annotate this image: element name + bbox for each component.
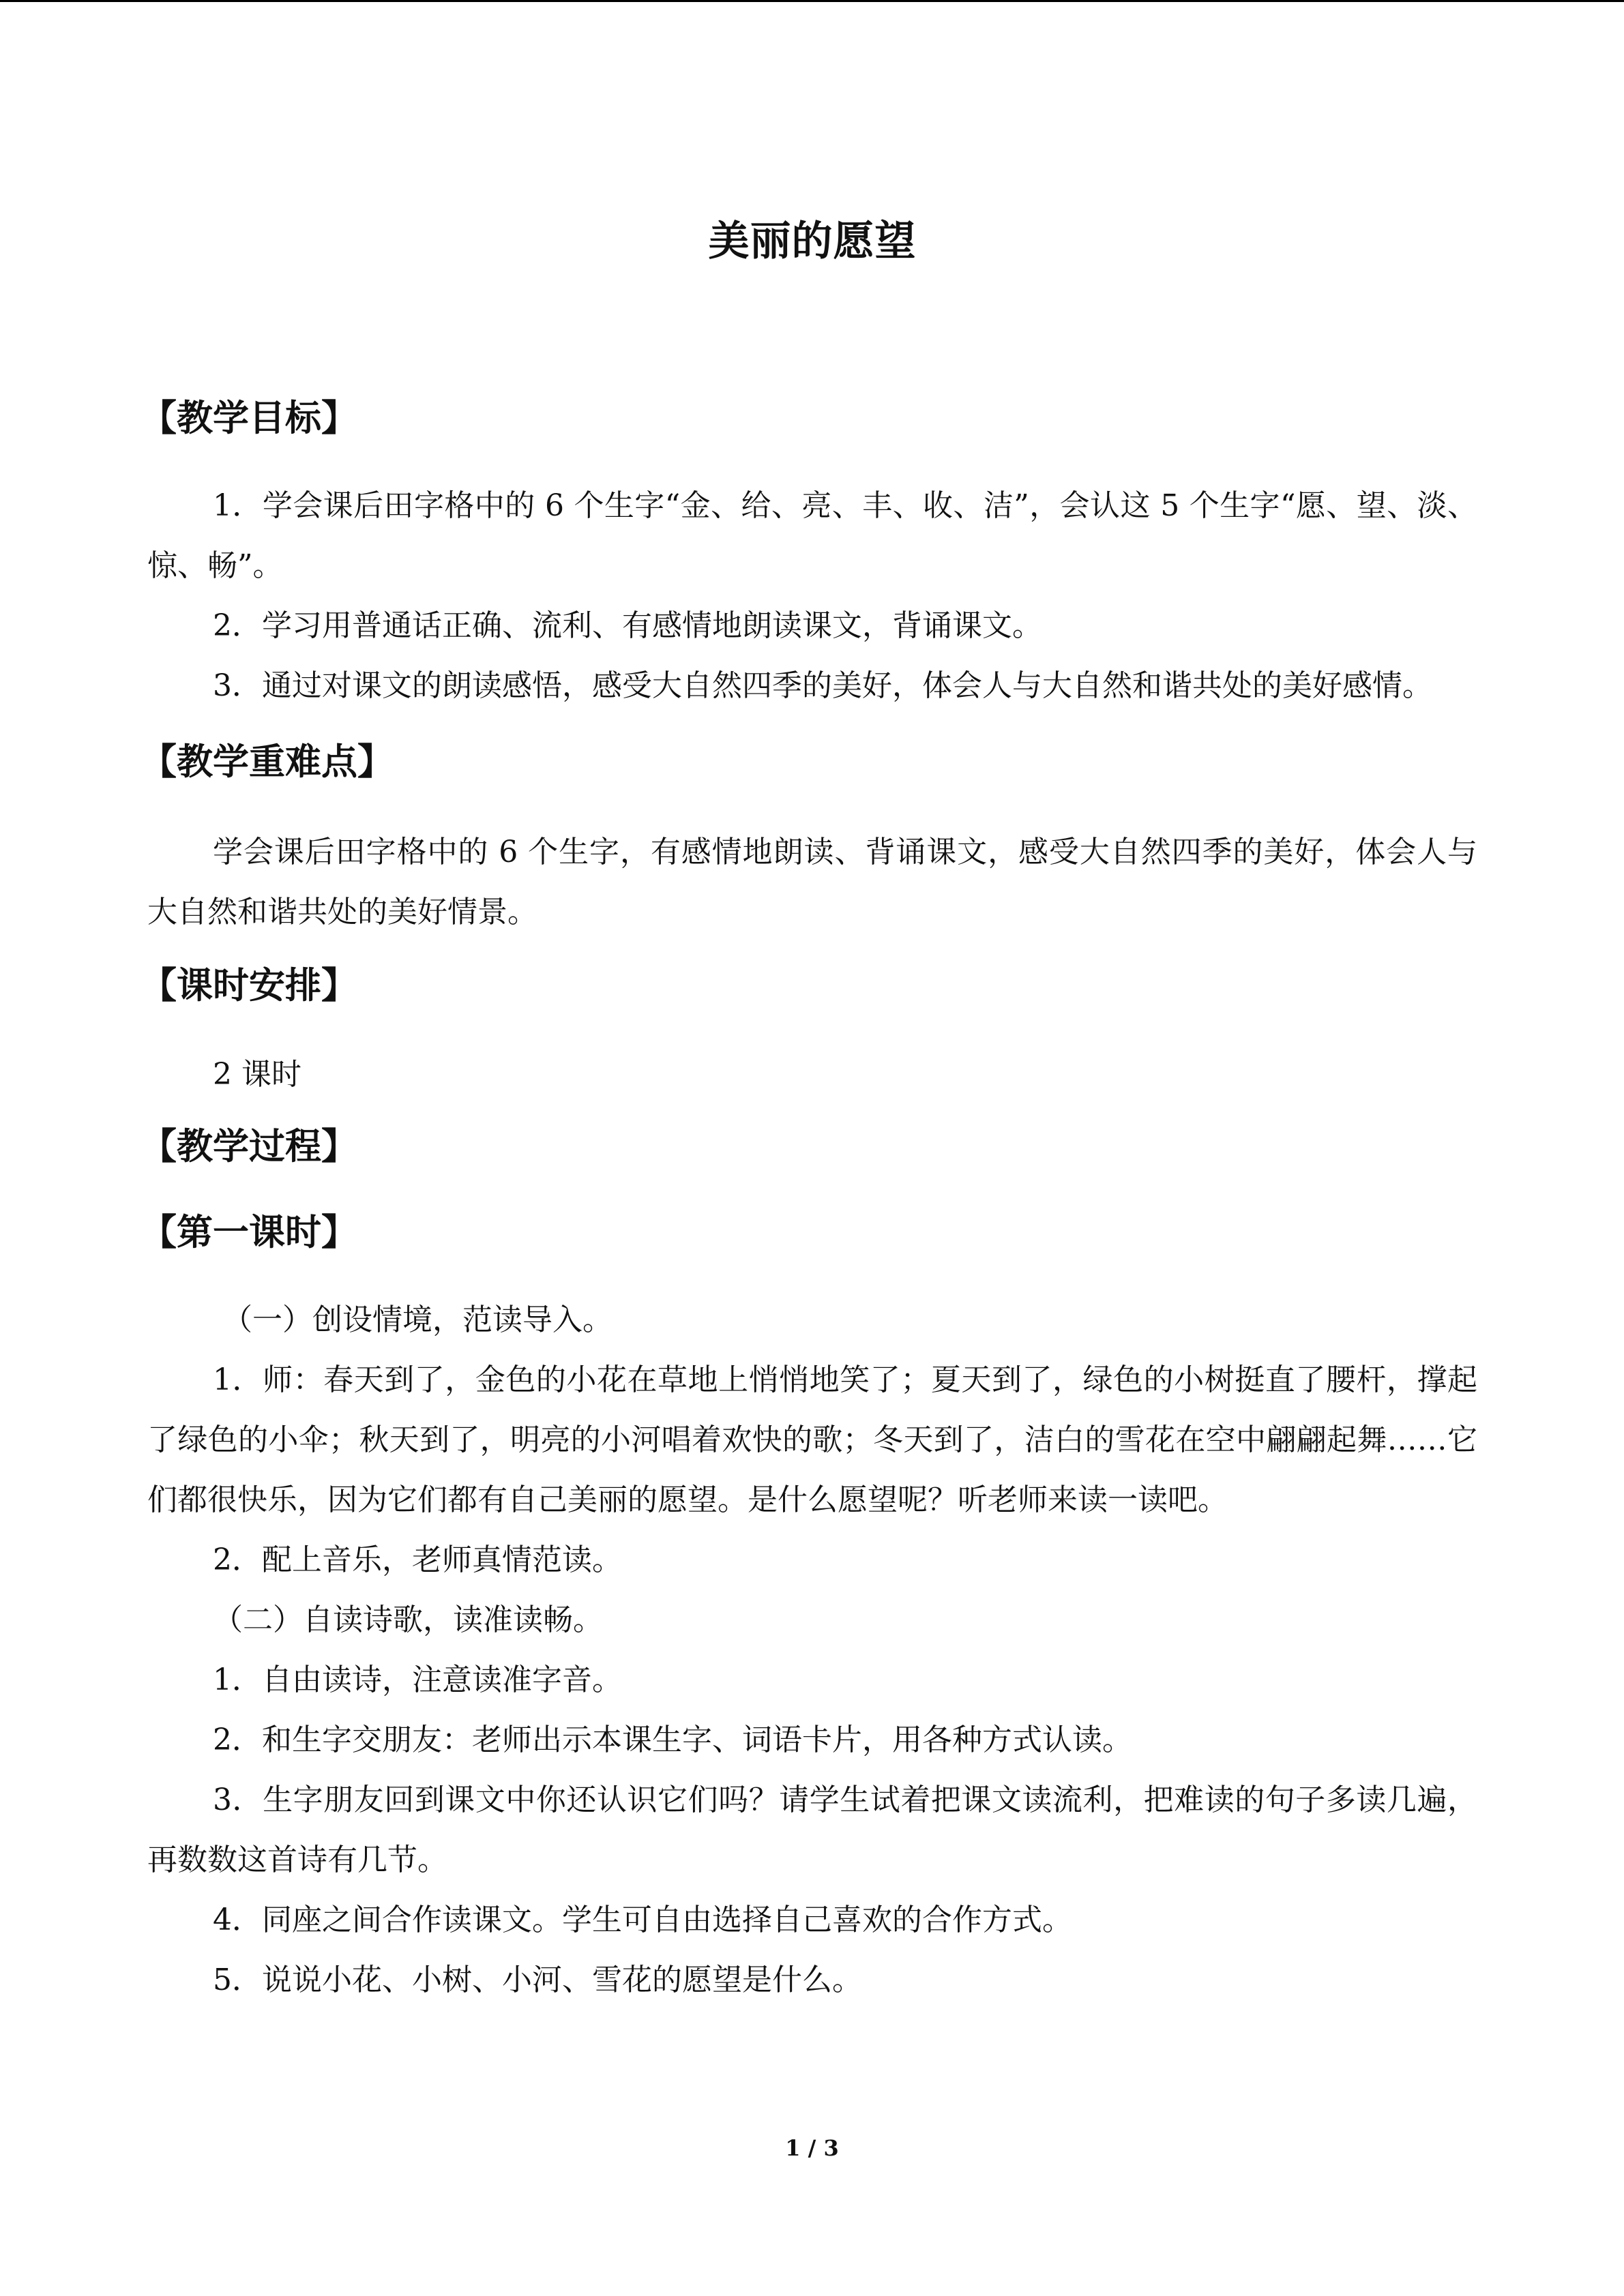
heading-teaching-process: 【教学过程】 [141, 1125, 357, 1167]
heading-class-schedule: 【课时安排】 [141, 964, 357, 1007]
heading-first-lesson: 【第一课时】 [141, 1211, 357, 1253]
part2-title: （二）自读诗歌，读准读畅。 [213, 1602, 603, 1637]
part2-item-4: 4．同座之间合作读课文。学生可自由选择自己喜欢的合作方式。 [213, 1903, 1072, 1937]
heading-teaching-goals: 【教学目标】 [141, 397, 357, 439]
schedule-text: 2 课时 [213, 1057, 301, 1092]
goal-item-3: 3．通过对课文的朗读感悟，感受大自然四季的美好，体会人与大自然和谐共处的美好感情。 [213, 668, 1432, 703]
top-border-line [0, 0, 1624, 2]
key-points-text: 学会课后田字格中的 6 个生字，有感情地朗读、背诵课文，感受大自然四季的美好，体会人与大自然和谐共处的美好情景。 [147, 835, 1477, 929]
heading-key-difficult-points: 【教学重难点】 [141, 741, 394, 783]
part2-item-2: 2．和生字交朋友：老师出示本课生字、词语卡片，用各种方式认读。 [213, 1723, 1132, 1757]
part2-item-5: 5．说说小花、小树、小河、雪花的愿望是什么。 [213, 1963, 862, 1997]
part1-title: （一）创设情境，范读导入。 [222, 1302, 612, 1337]
document-page [141, 198, 1477, 2010]
goal-item-2: 2．学习用普通话正确、流利、有感情地朗读课文，背诵课文。 [213, 608, 1042, 643]
part1-item-2: 2．配上音乐，老师真情范读。 [213, 1542, 622, 1577]
page-number: 1 / 3 [785, 2135, 839, 2161]
part1-item-1: 1．师：春天到了，金色的小花在草地上悄悄地笑了；夏天到了，绿色的小树挺直了腰杆，撑起了绿色的小伞；秋天到了，明亮的小河唱着欢快的歌；冬天到了，洁白的雪花在空中翩翩起舞……它们都很快乐，因为它们都有自己美丽的愿望。是什么愿望呢？听老师来读一读吧。 [147, 1362, 1477, 1517]
part2-item-1: 1．自由读诗，注意读准字音。 [213, 1663, 622, 1697]
goal-item-1: 1．学会课后田字格中的 6 个生字“金、给、亮、丰、收、洁”，会认这 5 个生字“愿、望、淡、惊、畅”。 [147, 488, 1477, 583]
document-title: 美丽的愿望 [708, 218, 917, 265]
part2-item-3: 3．生字朋友回到课文中你还认识它们吗？请学生试着把课文读流利，把难读的句子多读几遍，再数数这首诗有几节。 [147, 1783, 1477, 1877]
